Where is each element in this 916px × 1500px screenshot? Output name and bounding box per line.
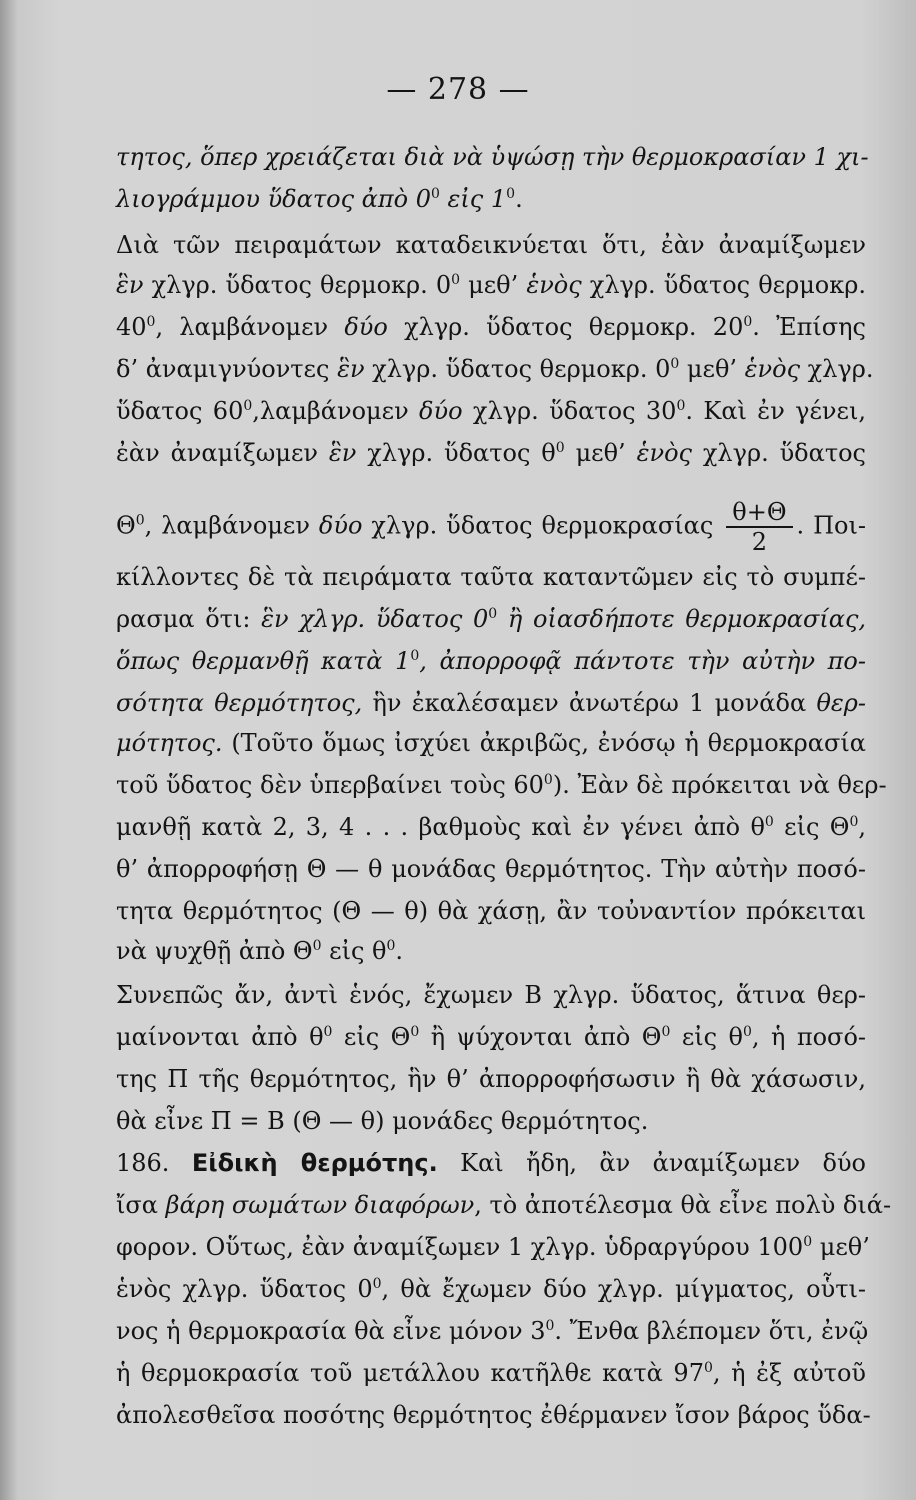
text-line [116,1358,866,1388]
superscript: 0 [451,272,461,288]
text-run: , [858,813,867,841]
text-run: ἑνὸς [744,355,808,383]
text-run: ἢ οἱασδήποτε θερμοκρασίας, [497,605,867,633]
text-run: ἴσα [116,1191,166,1219]
superscript: 0 [323,1024,333,1040]
superscript: 0 [743,1024,752,1040]
text-run: ἀπολεσθεῖσα ποσότης θερμότητος ἐθέρμανεν ἴσον βάρος ὕδα- [116,1401,871,1429]
text-run: ἓν χλγρ. ὕδατος 0 [261,605,489,633]
text-run: . Ἔνθα βλέπομεν ὅτι, ἐνῷ [554,1317,869,1345]
text-run: ἣν ἐκαλέσαμεν ἀνωτέρω 1 μονάδα [372,689,817,717]
text-run: ἐὰν ἀναμίξωμεν [116,439,329,467]
text-run: μανθῇ κατὰ 2, 3, 4 . . . βαθμοὺς καὶ ἐν γένει ἀπὸ θ [116,813,765,841]
superscript: 0 [676,398,686,414]
fraction-numerator: θ+Θ [726,498,792,528]
text-line [116,1316,869,1346]
text-run: δύο [318,511,372,540]
text-run: δύο [344,313,405,341]
text-run: , θὰ ἔχωμεν δύο χλγρ. μίγματος, οὗτι- [381,1275,866,1303]
superscript: 0 [543,772,553,788]
text-run: ἑνὸς χλγρ. ὕδατος 0 [116,1275,373,1303]
text-line [116,688,866,718]
superscript: 0 [312,938,322,954]
text-line [116,1400,871,1430]
text-line [116,142,869,172]
text-run: , ἡ ποσό- [751,1023,866,1051]
text-run: χλγρ. ὕδατος θ [367,439,556,467]
text-line [116,1064,866,1094]
text-run: . [395,937,404,965]
text-line [116,854,866,884]
text-run: μεθ’ [460,271,527,299]
text-run: . [515,185,523,213]
text-run: ἓν [328,439,368,467]
text-run: ἓν [337,355,373,383]
text-run: μότητος. [116,729,232,757]
text-run: μεθ’ [679,355,745,383]
text-line [116,770,887,800]
text-run: , τὸ ἀποτέλεσμα θὰ εἶνε πολὺ διά- [474,1191,892,1219]
text-run: ἑνὸς [526,271,590,299]
text-run: , ἡ ἐξ αὐτοῦ [712,1359,866,1387]
text-run: εἰς θ [321,937,387,965]
superscript: 0 [555,440,565,456]
fraction [726,498,792,556]
text-run: ὅπερ χρειάζεται διὰ νὰ ὑψώσῃ τὴν θερμοκρασίαν 1 χι- [200,143,869,171]
text-run: θ’ ἀπορροφήσῃ Θ — θ μονάδας θερμότητος. Τὴν αὐτὴν ποσό- [116,855,866,883]
page-number: — 278 — [386,72,530,107]
text-line [116,312,866,342]
text-run: Θ [116,511,136,540]
text-run: . Καὶ ἐν γένει, [685,397,866,425]
superscript: 0 [703,1360,713,1376]
superscript: 0 [386,938,396,954]
text-run: εἰς Θ [332,1023,411,1051]
text-run: θὰ εἶνε Π = Β (Θ — θ) μονάδες θερμότητος. [116,1107,649,1135]
superscript: 0 [545,1318,555,1334]
superscript: 0 [661,1024,671,1040]
text-line [116,270,866,300]
text-run: θερ- [816,689,866,717]
superscript: 0 [849,814,859,830]
superscript: 0 [506,186,516,202]
text-run: . Ποι- [796,511,866,540]
text-run: δύο [419,397,473,425]
text-run: χλγρ. ὕδατος θερμοκρ. 20 [404,313,744,341]
text-run: σότητα θερμότητος, [116,689,373,717]
text-run: χλγρ. ὕδατος 30 [472,397,677,425]
text-run: ἓν [116,271,152,299]
superscript: 0 [743,314,753,330]
text-line [116,1106,866,1136]
text-line [116,184,866,214]
text-run: νος ἡ θερμοκρασία θὰ εἶνε μόνον 3 [116,1317,546,1345]
text-line [116,1232,870,1262]
text-line [116,396,866,426]
superscript: 0 [243,398,253,414]
text-run: χλγρ. ὕδατος θερμοκρασίας [371,511,723,540]
text-line [116,646,866,676]
text-line [116,896,866,926]
text-run: εἰς 1 [439,185,507,213]
text-run: χλγρ. ὕδατος [702,439,867,467]
text-run: ,λαμβάνομεν [252,397,420,425]
text-run: ). Ἐὰν δὲ πρόκειται νὰ θερ- [552,771,887,799]
superscript: 0 [135,512,145,529]
text-run: ἡ θερμοκρασία τοῦ μετάλλου κατῆλθε κατὰ 97 [116,1359,704,1387]
text-run: εἰς θ [670,1023,743,1051]
superscript: 0 [410,1024,420,1040]
text-line [116,438,866,468]
text-run: ἢ ψύχονται ἀπὸ Θ [419,1023,662,1051]
text-run: , λαμβάνομεν [144,511,319,540]
text-line [116,728,866,758]
text-run: δ’ ἀναμιγνύοντες [116,355,338,383]
text-run: τητος, [116,143,201,171]
text-run: μαίνονται ἀπὸ θ [116,1023,324,1051]
superscript: 0 [410,648,420,664]
text-run: ἑνὸς [636,439,703,467]
text-run: 186. [116,1149,192,1177]
text-line [116,1022,866,1052]
superscript: 0 [488,606,498,622]
text-run: Συνεπῶς ἄν, ἀντὶ ἑνός, ἔχωμεν Β χλγρ. ὕδατος, ἅτινα θερ- [116,981,866,1009]
text-run: ὅπως θερμανθῇ κατὰ 1 [116,647,411,675]
text-line [116,1148,866,1178]
section-heading: Εἰδικὴ θερμότης. [191,1149,438,1177]
text-run: της Π τῆς θερμότητος, ἣν θ’ ἀπορροφήσωσιν ἢ θὰ χάσωσιν, [116,1065,866,1093]
text-run: ὕδατος 60 [116,397,244,425]
superscript: 0 [372,1276,382,1292]
text-run: τοῦ ὕδατος δὲν ὑπερβαίνει τοὺς 60 [116,771,544,799]
text-run: χλγρ. ὕδατος θερμοκρ. 0 [151,271,452,299]
text-line [116,1274,866,1304]
text-run: κίλλοντες δὲ τὰ πειράματα ταῦτα καταντῶμεν εἰς τὸ συμπέ- [116,563,866,591]
text-run: λιογράμμου ὕδατος ἀπὸ 0 [116,185,431,213]
text-run: , ἀπορροφᾷ πάντοτε τὴν αὐτὴν πο- [419,647,866,675]
text-run: Διὰ τῶν πειραμάτων καταδεικνύεται ὅτι, ἐὰν ἀναμίξωμεν [116,231,866,259]
text-line [116,604,866,634]
text-run: χλγρ. [807,355,874,383]
superscript: 0 [430,186,440,202]
text-run: χλγρ. ὕδατος θερμοκρ. [589,271,866,299]
text-run: νὰ ψυχθῇ ἀπὸ Θ [116,937,313,965]
text-run: μεθ’ [812,1233,870,1261]
text-line [116,980,866,1010]
text-run: εἰς Θ [773,813,850,841]
text-run: μεθ’ [564,439,637,467]
fraction-denominator: 2 [751,528,768,556]
text-run: χλγρ. ὕδατος θερμοκρ. 0 [372,355,671,383]
text-line [116,936,866,966]
text-run: . Ἐπίσης [752,313,866,341]
text-line [116,1190,892,1220]
text-run: Καὶ ἤδη, ἂν ἀναμίξωμεν δύο [437,1149,866,1177]
text-line [116,230,866,260]
text-run: τητα θερμότητος (Θ — θ) θὰ χάσῃ, ἂν τοὐναντίον πρόκειται [116,897,866,925]
text-line [116,812,866,842]
superscript: 0 [670,356,680,372]
text-run: , λαμβάνομεν [155,313,345,341]
text-run: βάρη σωμάτων διαφόρων [165,1191,475,1219]
text-run: (Τοῦτο ὅμως ἰσχύει ἀκριβῶς, ἐνόσῳ ἡ θερμοκρασία [231,729,866,757]
text-line [116,498,866,556]
text-line [116,562,866,592]
superscript: 0 [803,1234,813,1250]
text-run: φορον. Οὕτως, ἐὰν ἀναμίξωμεν 1 χλγρ. ὑδραργύρου 100 [116,1233,804,1261]
text-run: 40 [116,313,147,341]
superscript: 0 [146,314,156,330]
text-line [116,354,874,384]
superscript: 0 [764,814,774,830]
text-run: ρασμα ὅτι: [116,605,262,633]
